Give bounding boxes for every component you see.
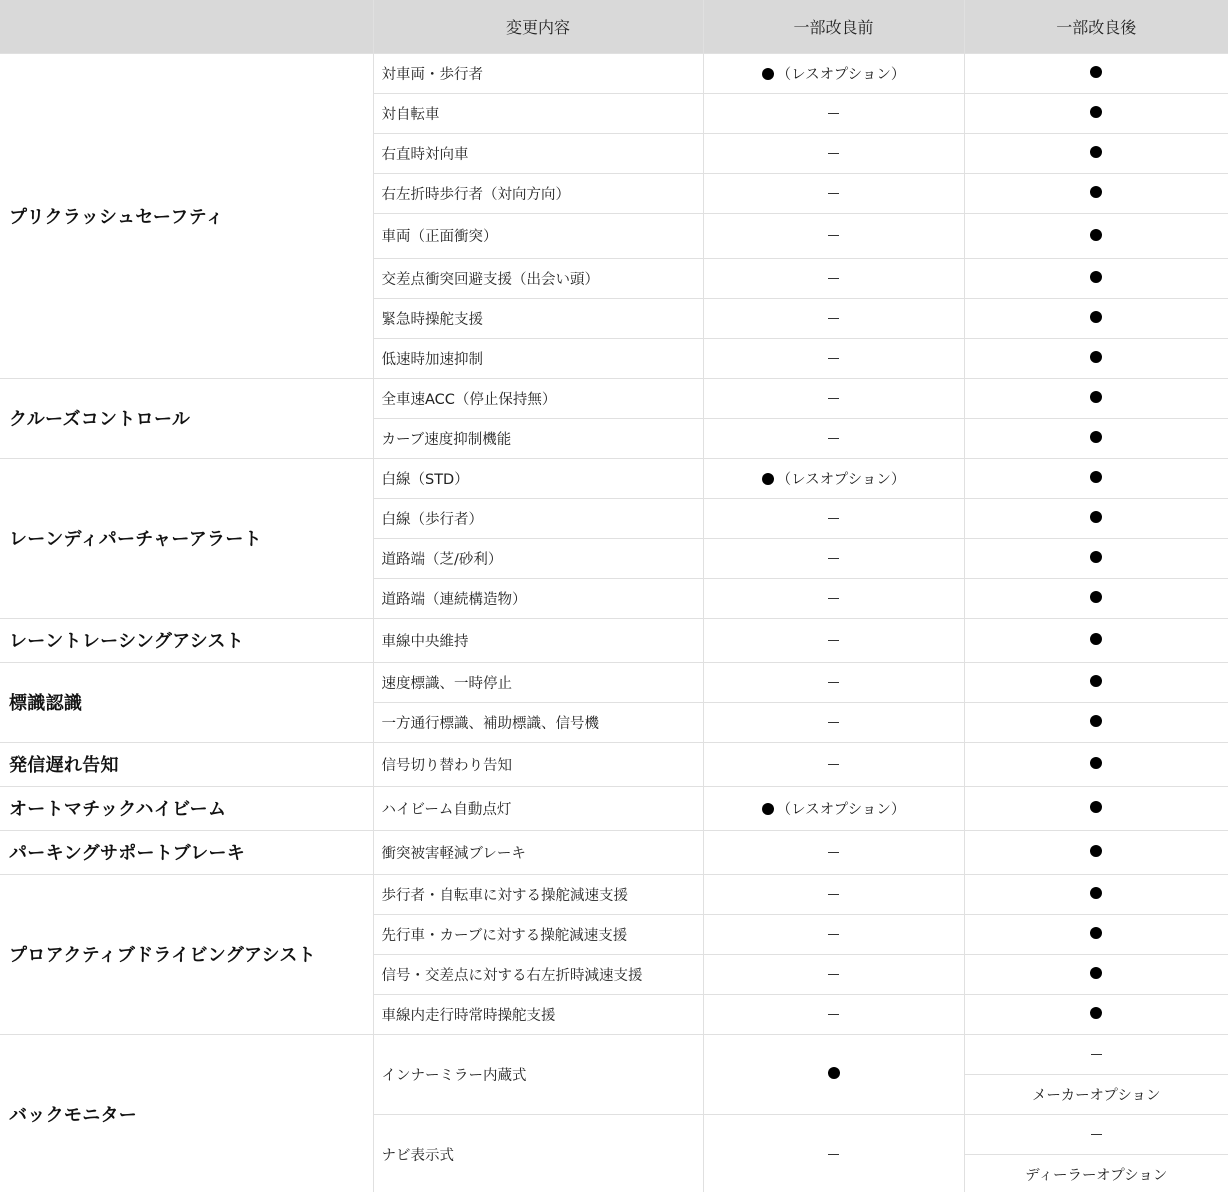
before-value: [703, 133, 964, 173]
table-row: [0, 830, 1228, 874]
dash-icon: [828, 974, 839, 975]
dash-icon: [1091, 1134, 1102, 1135]
filled-circle-icon: [1090, 845, 1102, 857]
dash-icon: [828, 278, 839, 279]
item-label: 道路端（連続構造物）: [373, 578, 703, 618]
after-value: [964, 578, 1228, 618]
item-label: 白線（STD）: [373, 458, 703, 498]
dash-icon: [828, 235, 839, 236]
header-category: [0, 0, 373, 53]
filled-circle-icon: [1090, 351, 1102, 363]
category-proactive-driving-assist: プロアクティブドライビングアシスト: [0, 874, 373, 1034]
maker-option-label: メーカーオプション: [964, 1074, 1228, 1114]
dash-icon: [828, 1014, 839, 1015]
after-value: [964, 994, 1228, 1034]
before-value: [703, 538, 964, 578]
filled-circle-icon: [1090, 311, 1102, 323]
item-label: 低速時加速抑制: [373, 338, 703, 378]
filled-circle-icon: [1090, 511, 1102, 523]
after-value: [964, 258, 1228, 298]
before-value: [703, 702, 964, 742]
dash-icon: [828, 598, 839, 599]
less-option-note: （レスオプション）: [776, 66, 906, 83]
filled-circle-icon: [1090, 801, 1102, 813]
category-lane-tracing-assist: レーントレーシングアシスト: [0, 618, 373, 662]
item-label: 車線中央維持: [373, 618, 703, 662]
table-row: [0, 786, 1228, 830]
category-automatic-high-beam: オートマチックハイビーム: [0, 786, 373, 830]
dash-icon: [828, 682, 839, 683]
after-value: [964, 1114, 1228, 1154]
dash-icon: [828, 398, 839, 399]
category-pre-crash-safety: プリクラッシュセーフティ: [0, 53, 373, 378]
table-row: [0, 874, 1228, 914]
before-value: [703, 954, 964, 994]
item-label: ハイビーム自動点灯: [373, 786, 703, 830]
after-value: [964, 954, 1228, 994]
dash-icon: [828, 934, 839, 935]
dash-icon: [828, 438, 839, 439]
header-change-content: 変更内容: [373, 0, 703, 53]
filled-circle-icon: [1090, 471, 1102, 483]
after-value: [964, 786, 1228, 830]
after-value: [964, 338, 1228, 378]
filled-circle-icon: [828, 1067, 840, 1079]
filled-circle-icon: [1090, 66, 1102, 78]
item-label: 一方通行標識、補助標識、信号機: [373, 702, 703, 742]
item-label: 緊急時操舵支援: [373, 298, 703, 338]
table-row: [0, 53, 1228, 93]
filled-circle-icon: [1090, 551, 1102, 563]
item-label: ナビ表示式: [373, 1114, 703, 1192]
dash-icon: [828, 894, 839, 895]
table-row: [0, 662, 1228, 702]
header-row: [0, 0, 1228, 53]
filled-circle-icon: [1090, 715, 1102, 727]
before-value: [703, 213, 964, 258]
before-value: [703, 258, 964, 298]
dash-icon: [828, 318, 839, 319]
before-value: [703, 498, 964, 538]
filled-circle-icon: [1090, 146, 1102, 158]
before-value: [703, 173, 964, 213]
item-label: 白線（歩行者）: [373, 498, 703, 538]
after-value: [964, 378, 1228, 418]
filled-circle-icon: [1090, 887, 1102, 899]
dash-icon: [828, 764, 839, 765]
after-value: [964, 418, 1228, 458]
after-value: [964, 702, 1228, 742]
filled-circle-icon: [1090, 391, 1102, 403]
after-value: [964, 662, 1228, 702]
dash-icon: [828, 852, 839, 853]
filled-circle-icon: [1090, 229, 1102, 241]
dash-icon: [828, 558, 839, 559]
dash-icon: [828, 153, 839, 154]
less-option-note: （レスオプション）: [776, 471, 906, 488]
dash-icon: [828, 113, 839, 114]
item-label: 速度標識、一時停止: [373, 662, 703, 702]
category-back-monitor: バックモニター: [0, 1034, 373, 1192]
before-value: [703, 742, 964, 786]
after-value: [964, 1034, 1228, 1074]
after-value: [964, 133, 1228, 173]
category-sign-recognition: 標識認識: [0, 662, 373, 742]
filled-circle-icon: [762, 68, 774, 80]
filled-circle-icon: [762, 473, 774, 485]
after-value: [964, 618, 1228, 662]
after-value: [964, 458, 1228, 498]
item-label: 交差点衝突回避支援（出会い頭）: [373, 258, 703, 298]
category-cruise-control: クルーズコントロール: [0, 378, 373, 458]
before-value: [703, 298, 964, 338]
dash-icon: [828, 193, 839, 194]
filled-circle-icon: [1090, 633, 1102, 645]
table-row: [0, 378, 1228, 418]
category-start-delay-notice: 発信遅れ告知: [0, 742, 373, 786]
filled-circle-icon: [1090, 431, 1102, 443]
after-value: [964, 874, 1228, 914]
filled-circle-icon: [1090, 675, 1102, 687]
dash-icon: [1091, 1054, 1102, 1055]
before-value: [703, 578, 964, 618]
item-label: 歩行者・自転車に対する操舵減速支援: [373, 874, 703, 914]
table-row: [0, 458, 1228, 498]
before-value: [703, 786, 964, 830]
before-value: [703, 618, 964, 662]
filled-circle-icon: [1090, 106, 1102, 118]
dash-icon: [828, 722, 839, 723]
category-parking-support-brake: パーキングサポートブレーキ: [0, 830, 373, 874]
item-label: 対自転車: [373, 93, 703, 133]
dash-icon: [828, 1154, 839, 1155]
filled-circle-icon: [762, 803, 774, 815]
after-value: [964, 914, 1228, 954]
filled-circle-icon: [1090, 757, 1102, 769]
item-label: 全車速ACC（停止保持無）: [373, 378, 703, 418]
before-value: [703, 662, 964, 702]
after-value: [964, 173, 1228, 213]
item-label: 車両（正面衝突）: [373, 213, 703, 258]
before-value: [703, 830, 964, 874]
item-label: 信号切り替わり告知: [373, 742, 703, 786]
after-value: [964, 538, 1228, 578]
item-label: 車線内走行時常時操舵支援: [373, 994, 703, 1034]
item-label: カーブ速度抑制機能: [373, 418, 703, 458]
after-value: [964, 298, 1228, 338]
before-value: [703, 338, 964, 378]
after-value: [964, 498, 1228, 538]
before-value: [703, 994, 964, 1034]
header-before-improvement: 一部改良前: [703, 0, 964, 53]
before-value: [703, 1034, 964, 1114]
category-lane-departure-alert: レーンディパーチャーアラート: [0, 458, 373, 618]
after-value: [964, 93, 1228, 133]
after-value: [964, 742, 1228, 786]
item-label: 道路端（芝/砂利）: [373, 538, 703, 578]
before-value: [703, 378, 964, 418]
item-label: 先行車・カーブに対する操舵減速支援: [373, 914, 703, 954]
before-value: [703, 1114, 964, 1192]
table-row: [0, 742, 1228, 786]
before-value: [703, 93, 964, 133]
dash-icon: [828, 358, 839, 359]
table-row: [0, 1034, 1228, 1074]
header-after-improvement: 一部改良後: [964, 0, 1228, 53]
after-value: [964, 213, 1228, 258]
filled-circle-icon: [1090, 591, 1102, 603]
dash-icon: [828, 640, 839, 641]
before-value: [703, 53, 964, 93]
before-value: [703, 418, 964, 458]
dealer-option-label: ディーラーオプション: [964, 1154, 1228, 1192]
dash-icon: [828, 518, 839, 519]
item-label: 右直時対向車: [373, 133, 703, 173]
item-label: 右左折時歩行者（対向方向）: [373, 173, 703, 213]
table-row: [0, 618, 1228, 662]
before-value: [703, 874, 964, 914]
filled-circle-icon: [1090, 271, 1102, 283]
filled-circle-icon: [1090, 186, 1102, 198]
item-label: 対車両・歩行者: [373, 53, 703, 93]
filled-circle-icon: [1090, 927, 1102, 939]
item-label: 信号・交差点に対する右左折時減速支援: [373, 954, 703, 994]
filled-circle-icon: [1090, 1007, 1102, 1019]
before-value: [703, 914, 964, 954]
before-value: [703, 458, 964, 498]
item-label: 衝突被害軽減ブレーキ: [373, 830, 703, 874]
after-value: [964, 53, 1228, 93]
filled-circle-icon: [1090, 967, 1102, 979]
item-label: インナーミラー内蔵式: [373, 1034, 703, 1114]
after-value: [964, 830, 1228, 874]
less-option-note: （レスオプション）: [776, 801, 906, 818]
